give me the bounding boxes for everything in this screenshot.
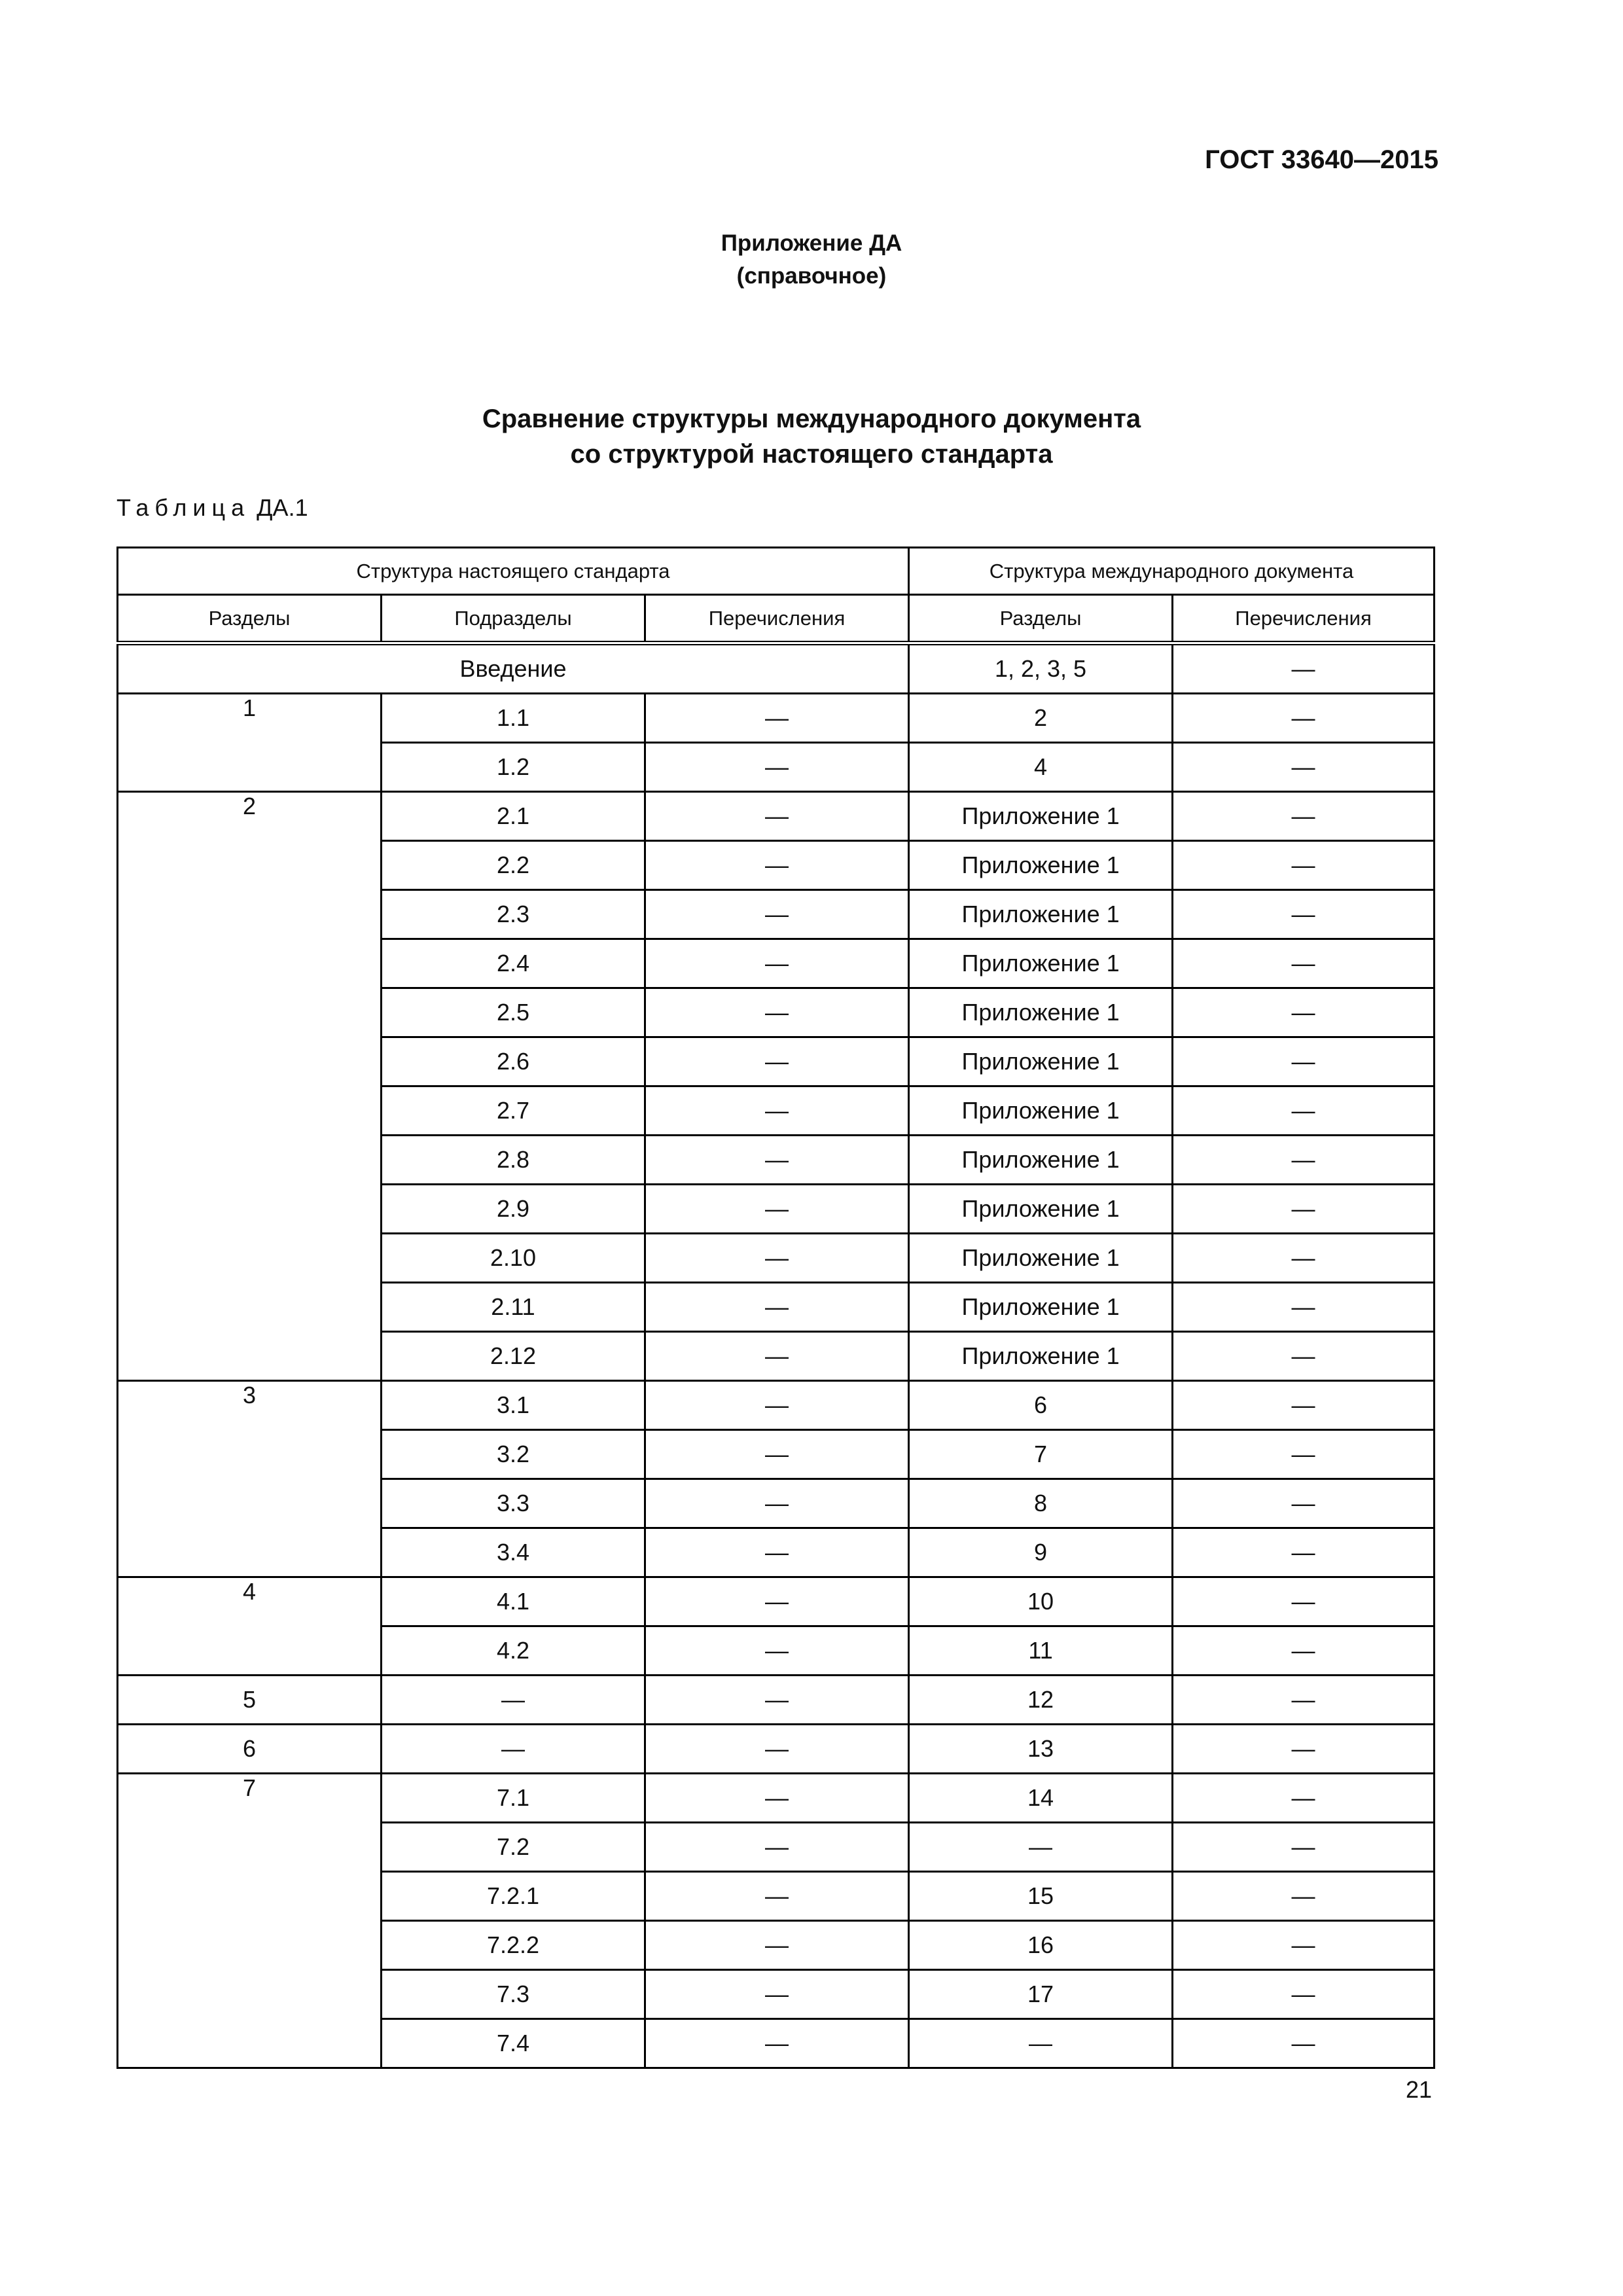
table-cell: Приложение 1 bbox=[909, 1283, 1173, 1332]
table-cell: — bbox=[645, 694, 909, 743]
table-cell: 2.3 bbox=[382, 890, 645, 939]
column-header-intl-sections: Разделы bbox=[909, 595, 1173, 643]
table-cell: Приложение 1 bbox=[909, 988, 1173, 1037]
table-cell: 9 bbox=[909, 1528, 1173, 1577]
table-row-introduction bbox=[118, 643, 1435, 694]
table-cell: — bbox=[382, 1725, 645, 1774]
table-cell: Приложение 1 bbox=[909, 1037, 1173, 1086]
table-cell: 4 bbox=[909, 743, 1173, 792]
table-cell: — bbox=[1173, 890, 1435, 939]
table-cell: 11 bbox=[909, 1626, 1173, 1676]
table-cell: — bbox=[645, 1676, 909, 1725]
table-cell: — bbox=[1173, 1136, 1435, 1185]
table-cell: — bbox=[645, 1823, 909, 1872]
group-header-international-document: Структура международного документа bbox=[909, 548, 1435, 595]
table-row bbox=[118, 1774, 1435, 1823]
table-caption bbox=[116, 494, 308, 522]
table-cell: — bbox=[645, 2019, 909, 2068]
table-header-row bbox=[118, 595, 1435, 643]
table-cell: — bbox=[645, 890, 909, 939]
table-cell: — bbox=[645, 1577, 909, 1626]
table-cell: — bbox=[1173, 1528, 1435, 1577]
table-cell: — bbox=[645, 1037, 909, 1086]
table-cell: Приложение 1 bbox=[909, 1136, 1173, 1185]
column-header-sections: Разделы bbox=[118, 595, 382, 643]
table-row bbox=[118, 694, 1435, 743]
document-title-line-2: со структурой настоящего стандарта bbox=[570, 440, 1053, 469]
table-cell: — bbox=[1173, 1332, 1435, 1381]
table-cell: Приложение 1 bbox=[909, 939, 1173, 988]
column-header-subsections: Подразделы bbox=[382, 595, 645, 643]
column-header-intl-enumerations: Перечисления bbox=[1173, 595, 1435, 643]
table-cell: 7.1 bbox=[382, 1774, 645, 1823]
table-cell: — bbox=[645, 1725, 909, 1774]
section-cell: 3 bbox=[118, 1381, 382, 1577]
table-cell: 7.2 bbox=[382, 1823, 645, 1872]
table-cell: 12 bbox=[909, 1676, 1173, 1725]
table-cell: — bbox=[1173, 1970, 1435, 2019]
section-cell: 5 bbox=[118, 1676, 382, 1725]
page-number: 21 bbox=[1405, 2076, 1432, 2103]
table-cell: 2.10 bbox=[382, 1234, 645, 1283]
table-cell: — bbox=[645, 1136, 909, 1185]
table-cell: 3.1 bbox=[382, 1381, 645, 1430]
table-cell: — bbox=[645, 1774, 909, 1823]
table-row bbox=[118, 1381, 1435, 1430]
group-header-current-standard: Структура настоящего стандарта bbox=[118, 548, 909, 595]
standard-number: ГОСТ 33640—2015 bbox=[1205, 145, 1438, 174]
table-cell: — bbox=[645, 1479, 909, 1528]
section-cell: 7 bbox=[118, 1774, 382, 2068]
table-row bbox=[118, 1577, 1435, 1626]
table-cell: — bbox=[645, 1381, 909, 1430]
table-cell: — bbox=[1173, 743, 1435, 792]
table-cell: — bbox=[1173, 1086, 1435, 1136]
table-cell: 2.1 bbox=[382, 792, 645, 841]
table-cell: 17 bbox=[909, 1970, 1173, 2019]
section-cell: 4 bbox=[118, 1577, 382, 1676]
table-cell: 2.6 bbox=[382, 1037, 645, 1086]
section-cell: 6 bbox=[118, 1725, 382, 1774]
table-cell: 2.4 bbox=[382, 939, 645, 988]
table-caption-prefix: Таблица bbox=[116, 494, 251, 521]
table-cell: — bbox=[1173, 939, 1435, 988]
table-cell: 4.1 bbox=[382, 1577, 645, 1626]
table-cell: — bbox=[645, 1430, 909, 1479]
table-cell: 7 bbox=[909, 1430, 1173, 1479]
table-cell: — bbox=[1173, 1430, 1435, 1479]
table-cell: 4.2 bbox=[382, 1626, 645, 1676]
table-cell: Введение bbox=[118, 643, 909, 694]
table-cell: Приложение 1 bbox=[909, 792, 1173, 841]
table-cell: Приложение 1 bbox=[909, 1185, 1173, 1234]
table-cell: 7.3 bbox=[382, 1970, 645, 2019]
table-cell: 16 bbox=[909, 1921, 1173, 1970]
table-cell: — bbox=[645, 939, 909, 988]
table-cell: Приложение 1 bbox=[909, 1086, 1173, 1136]
table-cell: — bbox=[1173, 694, 1435, 743]
table-cell: 2.12 bbox=[382, 1332, 645, 1381]
table-cell: — bbox=[1173, 1037, 1435, 1086]
table-cell: 13 bbox=[909, 1725, 1173, 1774]
table-cell: — bbox=[1173, 1234, 1435, 1283]
table-cell: — bbox=[645, 1234, 909, 1283]
table-cell: — bbox=[909, 2019, 1173, 2068]
table-cell: — bbox=[1173, 1823, 1435, 1872]
appendix-title: Приложение ДА bbox=[721, 230, 902, 256]
table-cell: — bbox=[1173, 1872, 1435, 1921]
table-cell: 1.1 bbox=[382, 694, 645, 743]
table-cell: — bbox=[645, 792, 909, 841]
table-cell: — bbox=[1173, 988, 1435, 1037]
table-cell: — bbox=[1173, 1725, 1435, 1774]
table-caption-number: ДА.1 bbox=[257, 494, 308, 521]
table-cell: 8 bbox=[909, 1479, 1173, 1528]
table-cell: 2.2 bbox=[382, 841, 645, 890]
table-cell: — bbox=[1173, 1479, 1435, 1528]
table-cell: — bbox=[645, 1185, 909, 1234]
table-cell: — bbox=[382, 1676, 645, 1725]
table-cell: 10 bbox=[909, 1577, 1173, 1626]
table-cell: 2.8 bbox=[382, 1136, 645, 1185]
table-cell: — bbox=[1173, 1283, 1435, 1332]
column-header-enumerations: Перечисления bbox=[645, 595, 909, 643]
table-cell: 1, 2, 3, 5 bbox=[909, 643, 1173, 694]
table-cell: 14 bbox=[909, 1774, 1173, 1823]
table-cell: — bbox=[645, 1872, 909, 1921]
appendix-heading bbox=[0, 227, 1623, 293]
table-cell: — bbox=[1173, 1626, 1435, 1676]
table-cell: — bbox=[645, 1332, 909, 1381]
table-cell: — bbox=[645, 1086, 909, 1136]
table-cell: — bbox=[1173, 841, 1435, 890]
table-cell: — bbox=[1173, 1774, 1435, 1823]
table-cell: — bbox=[1173, 1921, 1435, 1970]
table-row bbox=[118, 1676, 1435, 1725]
table-cell: — bbox=[645, 841, 909, 890]
table-row bbox=[118, 1725, 1435, 1774]
table-cell: — bbox=[1173, 1381, 1435, 1430]
table-cell: 2.5 bbox=[382, 988, 645, 1037]
table-cell: 7.2.2 bbox=[382, 1921, 645, 1970]
table-cell: 15 bbox=[909, 1872, 1173, 1921]
table-cell: — bbox=[1173, 2019, 1435, 2068]
table-cell: 2.9 bbox=[382, 1185, 645, 1234]
document-title-line-1: Сравнение структуры международного документа bbox=[482, 404, 1141, 433]
table-cell: 3.4 bbox=[382, 1528, 645, 1577]
table-cell: — bbox=[1173, 643, 1435, 694]
table-cell: — bbox=[645, 1528, 909, 1577]
table-cell: Приложение 1 bbox=[909, 1332, 1173, 1381]
table-cell: — bbox=[909, 1823, 1173, 1872]
table-cell: 2.11 bbox=[382, 1283, 645, 1332]
table-cell: 7.4 bbox=[382, 2019, 645, 2068]
table-cell: — bbox=[645, 1921, 909, 1970]
table-cell: Приложение 1 bbox=[909, 1234, 1173, 1283]
table-row bbox=[118, 792, 1435, 841]
table-cell: Приложение 1 bbox=[909, 890, 1173, 939]
table-cell: 6 bbox=[909, 1381, 1173, 1430]
section-cell: 1 bbox=[118, 694, 382, 792]
table-cell: 3.3 bbox=[382, 1479, 645, 1528]
comparison-table bbox=[116, 547, 1435, 2069]
table-cell: 1.2 bbox=[382, 743, 645, 792]
table-cell: — bbox=[645, 1283, 909, 1332]
table-cell: Приложение 1 bbox=[909, 841, 1173, 890]
table-cell: — bbox=[1173, 1676, 1435, 1725]
table-cell: — bbox=[1173, 1577, 1435, 1626]
section-cell: 2 bbox=[118, 792, 382, 1381]
appendix-type: (справочное) bbox=[736, 263, 887, 289]
table-cell: — bbox=[1173, 1185, 1435, 1234]
table-cell: — bbox=[645, 743, 909, 792]
table-cell: — bbox=[645, 1626, 909, 1676]
table-cell: 2 bbox=[909, 694, 1173, 743]
document-title bbox=[0, 401, 1623, 472]
table-cell: — bbox=[645, 988, 909, 1037]
table-cell: — bbox=[1173, 792, 1435, 841]
table-cell: — bbox=[645, 1970, 909, 2019]
table-group-header-row bbox=[118, 548, 1435, 595]
table-cell: 2.7 bbox=[382, 1086, 645, 1136]
table-cell: 7.2.1 bbox=[382, 1872, 645, 1921]
table-cell: 3.2 bbox=[382, 1430, 645, 1479]
